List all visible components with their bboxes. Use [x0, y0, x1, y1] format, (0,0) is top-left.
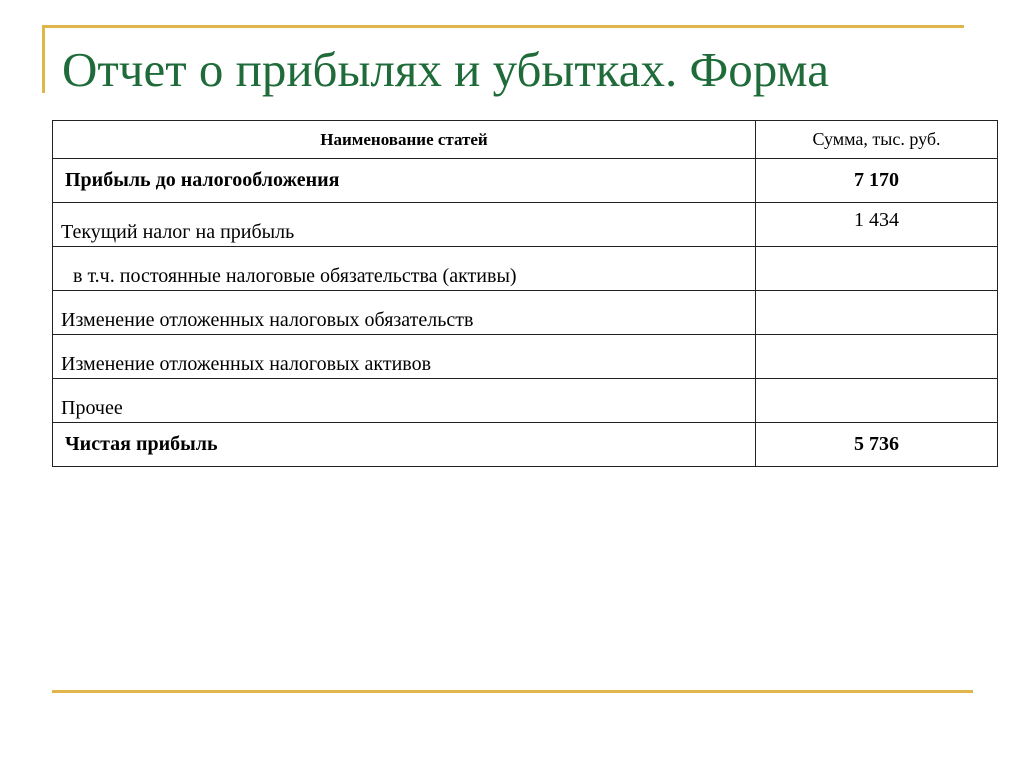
slide-title: Отчет о прибылях и убытках. Форма — [62, 42, 829, 97]
bottom-accent-line — [52, 690, 973, 693]
table-row — [53, 335, 998, 379]
table-row — [53, 203, 998, 247]
row-label: Изменение отложенных налоговых обязательств — [53, 291, 756, 335]
row-label: Чистая прибыль — [53, 423, 756, 467]
table-header-row — [53, 121, 998, 159]
row-value: 5 736 — [756, 423, 998, 467]
row-label: Прибыль до налогообложения — [53, 159, 756, 203]
row-label: Текущий налог на прибыль — [53, 203, 756, 247]
row-label: Изменение отложенных налоговых активов — [53, 335, 756, 379]
top-accent-line — [42, 25, 964, 28]
table-row — [53, 247, 998, 291]
column-header-sum: Сумма, тыс. руб. — [756, 121, 998, 159]
row-value: 1 434 — [756, 203, 998, 247]
report-table — [52, 120, 998, 467]
left-accent-line — [42, 25, 45, 93]
row-label: Прочее — [53, 379, 756, 423]
table-row — [53, 159, 998, 203]
row-value — [756, 247, 998, 291]
table-row — [53, 291, 998, 335]
row-label: в т.ч. постоянные налоговые обязательства (активы) — [53, 247, 756, 291]
row-value: 7 170 — [756, 159, 998, 203]
table-row — [53, 379, 998, 423]
row-value — [756, 379, 998, 423]
row-value — [756, 291, 998, 335]
table-row — [53, 423, 998, 467]
column-header-name: Наименование статей — [53, 121, 756, 159]
row-value — [756, 335, 998, 379]
